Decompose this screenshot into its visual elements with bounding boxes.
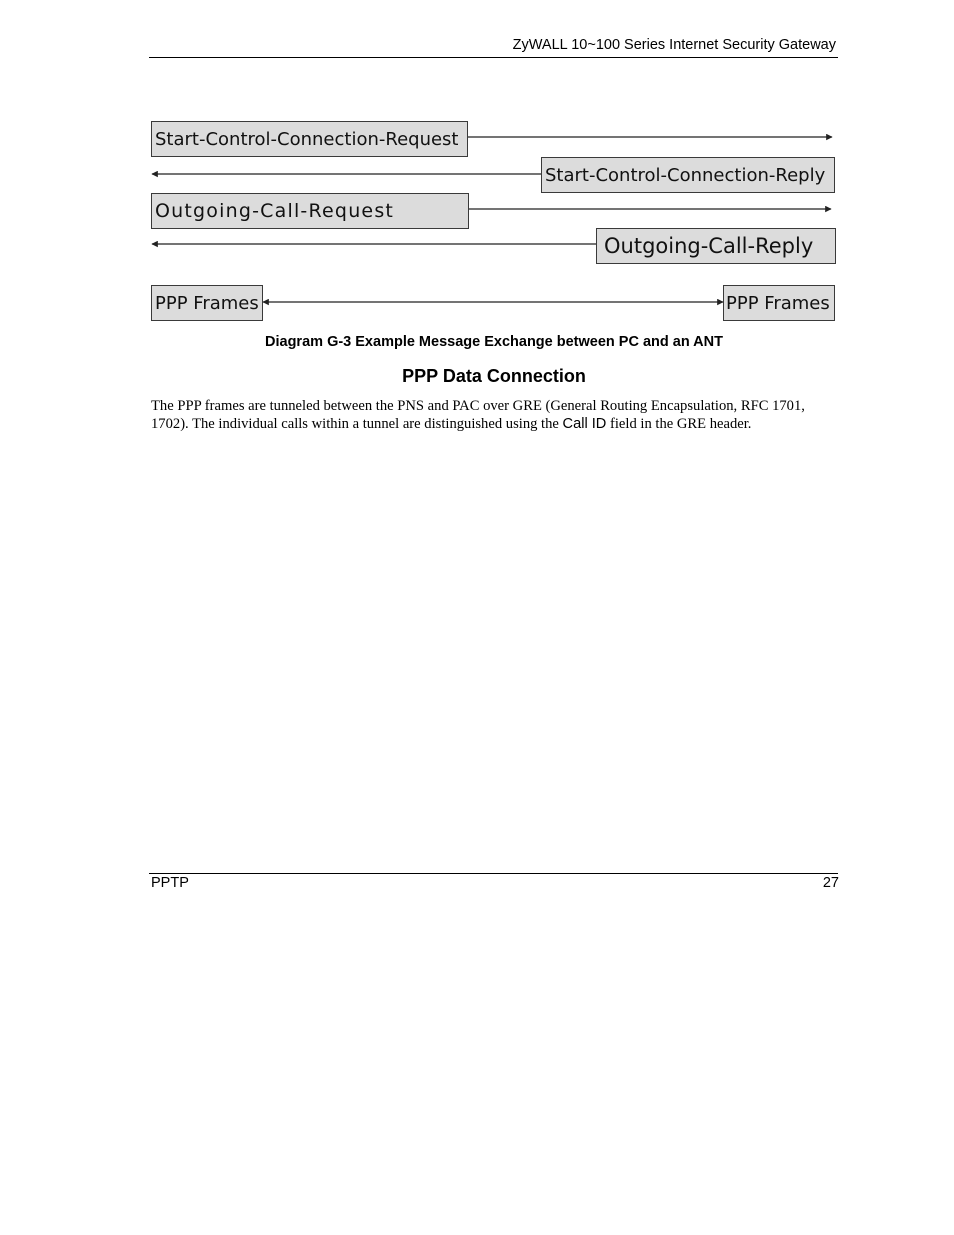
- start-control-connection-reply-label: Start-Control-Connection-Reply: [545, 164, 826, 186]
- outgoing-call-reply-label: Outgoing-Call-Reply: [604, 234, 814, 258]
- paragraph-text-after: field in the GRE header.: [606, 416, 752, 432]
- paragraph-term-call-id: Call ID: [562, 416, 607, 432]
- body-paragraph: [151, 397, 841, 433]
- section-heading: PPP Data Connection: [402, 366, 586, 386]
- ppp-frames-right-label: PPP Frames: [726, 292, 830, 314]
- outgoing-call-request-box: [151, 193, 469, 229]
- footer-rule: [149, 873, 838, 874]
- paragraph-text-before: The PPP frames are tunneled between the PNS and PAC over GRE (General Routing Encapsulation, RFC 1701, 1702). The individual calls within a tunnel are distinguished using the: [151, 398, 805, 432]
- diagram-caption: Diagram G-3 Example Message Exchange between PC and an ANT: [265, 334, 723, 350]
- ppp-frames-left-box: [151, 285, 263, 321]
- start-control-connection-request-label: Start-Control-Connection-Request: [155, 128, 459, 150]
- message-exchange-diagram: [0, 0, 954, 340]
- running-header: ZyWALL 10~100 Series Internet Security Gateway: [512, 37, 836, 53]
- page-number: 27: [822, 875, 839, 891]
- outgoing-call-reply-box: [596, 228, 836, 264]
- outgoing-call-request-label: Outgoing-Call-Request: [155, 200, 395, 222]
- footer-chapter: PPTP: [151, 875, 189, 891]
- ppp-frames-right-box: [723, 285, 835, 321]
- start-control-connection-reply-box: [541, 157, 835, 193]
- start-control-connection-request-box: [151, 121, 468, 157]
- ppp-frames-left-label: PPP Frames: [155, 292, 259, 314]
